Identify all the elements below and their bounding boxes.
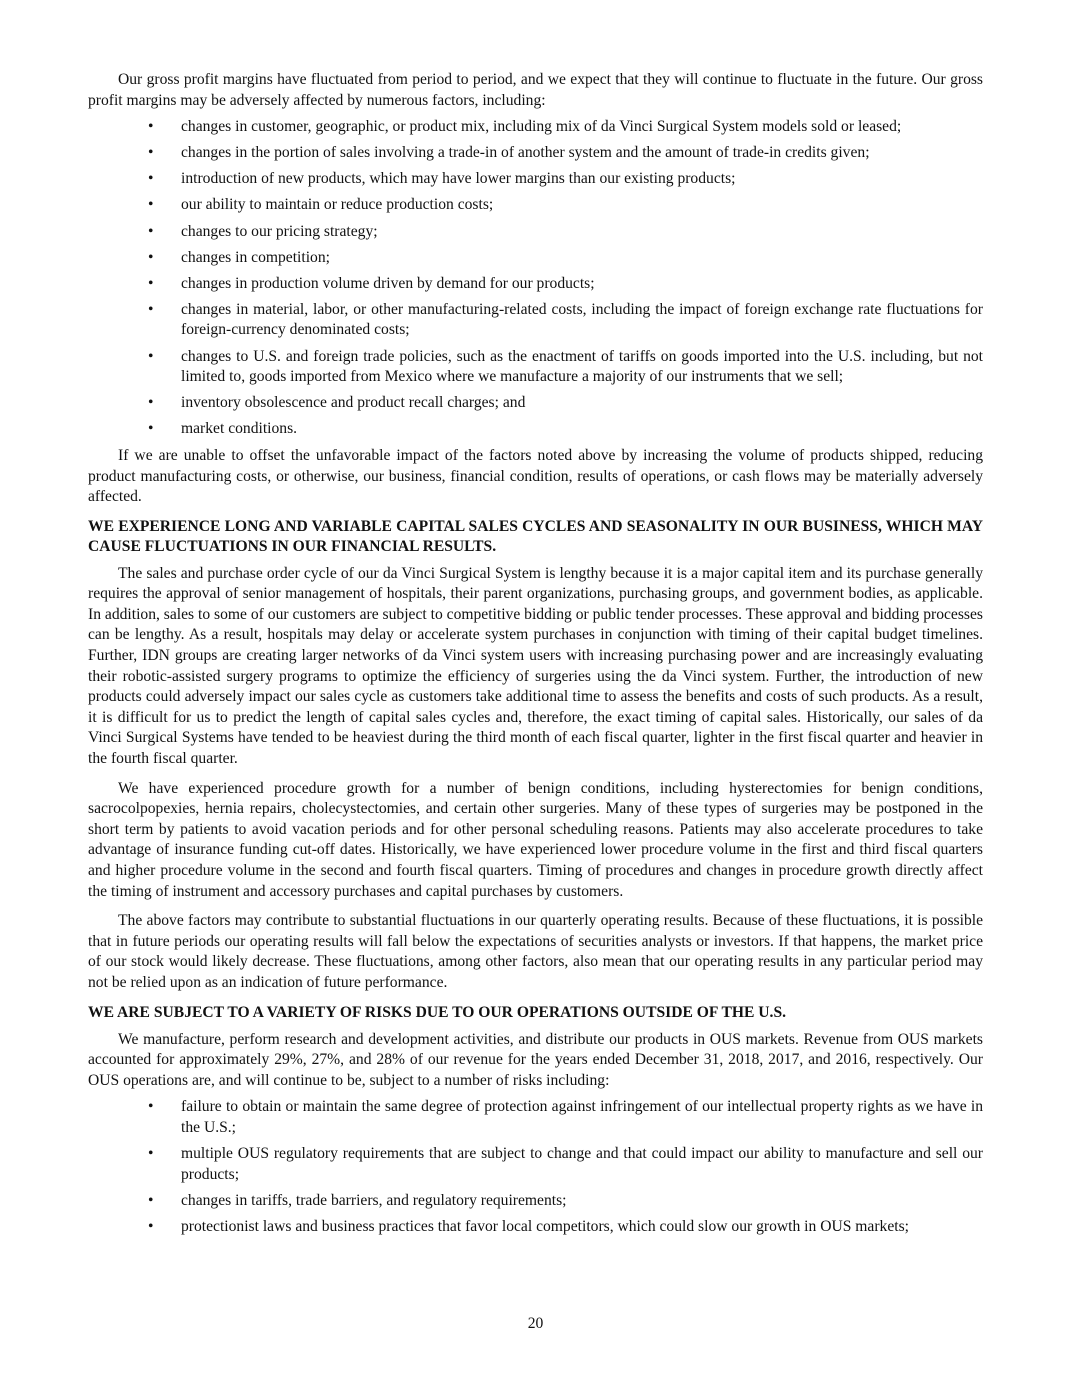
margin-factors-list — [88, 117, 983, 440]
list-item — [88, 1217, 983, 1238]
list-item — [88, 1144, 983, 1185]
list-item — [88, 248, 983, 269]
ous-risks-list — [88, 1097, 983, 1237]
bullet-icon: • — [148, 394, 154, 412]
list-item — [88, 393, 983, 414]
bullet-icon: • — [148, 274, 154, 292]
list-item — [88, 347, 983, 388]
list-item-text: multiple OUS regulatory requirements that are subject to change and that could impact our ability to manufacture and sell our products; — [181, 1145, 983, 1183]
list-item — [88, 1191, 983, 1212]
bullet-icon: • — [148, 222, 154, 240]
list-item — [88, 195, 983, 216]
list-item — [88, 169, 983, 190]
list-item — [88, 300, 983, 341]
list-item-text: changes in production volume driven by demand for our products; — [181, 274, 595, 292]
list-item-text: introduction of new products, which may have lower margins than our existing products; — [181, 170, 736, 188]
bullet-icon: • — [148, 248, 154, 266]
list-item — [88, 419, 983, 440]
list-item-text: protectionist laws and business practices that favor local competitors, which could slow our growth in OUS markets; — [181, 1217, 909, 1235]
bullet-icon: • — [148, 144, 154, 162]
document-page — [88, 70, 983, 1243]
fluctuations-paragraph: The above factors may contribute to substantial fluctuations in our quarterly operating results. Because of these fluctuations, it is possible that in future periods our operating results will fall below the expectations of securities analysts or investors. If that happens, the market price of our stock would likely decrease. These fluctuations, among other factors, also mean that our operating results in any particular period may not be relied upon as an indication of future performance. — [88, 912, 983, 991]
list-item-text: changes to U.S. and foreign trade policies, such as the enactment of tariffs on goods imported into the U.S. including, but not limited to, goods imported from Mexico where we manufacture a majority of our instruments that we sell; — [181, 347, 983, 386]
bullet-icon: • — [148, 1191, 154, 1209]
page-number: 20 — [527, 1315, 544, 1332]
list-item-text: our ability to maintain or reduce production costs; — [181, 196, 494, 214]
list-item-text: market conditions. — [181, 420, 298, 438]
list-item — [88, 143, 983, 164]
list-item-text: failure to obtain or maintain the same degree of protection against infringement of our intellectual property rights as we have in the U.S.; — [181, 1098, 983, 1136]
bullet-icon: • — [148, 420, 154, 438]
bullet-icon: • — [148, 1098, 154, 1116]
list-item-text: changes to our pricing strategy; — [181, 222, 378, 240]
list-item-text: changes in the portion of sales involving a trade-in of another system and the amount of trade-in credits given; — [181, 144, 870, 162]
list-item-text: changes in material, labor, or other manufacturing-related costs, including the impact of foreign exchange rate fluctuations for foreign-currency denominated costs; — [181, 300, 983, 339]
bullet-icon: • — [148, 170, 154, 188]
bullet-icon: • — [148, 300, 154, 318]
ous-paragraph: We manufacture, perform research and development activities, and distribute our products in OUS markets. Revenue from OUS markets accounted for approximately 29%, 27%, and 28% of our revenue for the years ended December 31, 2018, 2017, and 2016, respectively. Our OUS operations are, and will continue to be, subject to a number of risks including: — [88, 1030, 983, 1089]
list-item — [88, 117, 983, 138]
list-item — [88, 274, 983, 295]
intro-paragraph: Our gross profit margins have fluctuated from period to period, and we expect that they will continue to fluctuate in the future. Our gross profit margins may be adversely affected by numerous factors, including: — [88, 71, 983, 109]
offset-paragraph: If we are unable to offset the unfavorable impact of the factors noted above by increasing the volume of products shipped, reducing product manufacturing costs, or otherwise, our business, financial condition, results of operations, or cash flows may be materially adversely affected. — [88, 446, 983, 506]
bullet-icon: • — [148, 347, 154, 365]
bullet-icon: • — [148, 1145, 154, 1163]
procedure-growth-paragraph: We have experienced procedure growth for a number of benign conditions, including hysterectomies for benign conditions, sacrocolpopexies, hernia repairs, cholecystectomies, and certain other surgeries. Many of these types of surgeries may be postponed in the short term by patients to avoid vacation periods and for other personal scheduling reasons. Patients may also accelerate procedures to take advantage of insurance funding cut-off dates. Historically, we have experienced lower procedure volume in the first and third fiscal quarters and higher procedure volume in the second and fourth fiscal quarters. Timing of procedures and changes in procedure growth directly affect the timing of instrument and accessory purchases and capital purchases by customers. — [88, 779, 983, 900]
section-heading-ous: WE ARE SUBJECT TO A VARIETY OF RISKS DUE TO OUR OPERATIONS OUTSIDE OF THE U.S. — [88, 1003, 787, 1021]
bullet-icon: • — [148, 196, 154, 214]
list-item-text: changes in customer, geographic, or product mix, including mix of da Vinci Surgical System models sold or leased; — [181, 118, 902, 136]
list-item-text: inventory obsolescence and product recall charges; and — [181, 394, 526, 412]
list-item-text: changes in tariffs, trade barriers, and regulatory requirements; — [181, 1191, 567, 1209]
list-item — [88, 222, 983, 243]
bullet-icon: • — [148, 1217, 154, 1235]
list-item-text: changes in competition; — [181, 248, 330, 266]
list-item — [88, 1097, 983, 1138]
bullet-icon: • — [148, 118, 154, 136]
capital-sales-paragraph: The sales and purchase order cycle of our da Vinci Surgical System is lengthy because it is a major capital item and its purchase generally requires the approval of senior management of hospitals, their parent organizations, purchasing groups, and government bodies, as applicable. In addition, sales to some of our customers are subject to competitive bidding or public tender processes. These approval and bidding processes can be lengthy. As a result, hospitals may delay or accelerate system purchases in conjunction with timing of their capital budget timelines. Further, IDN groups are creating larger networks of da Vinci system users with increasing purchasing power and are increasingly evaluating their robotic-assisted surgery programs to optimize the efficiency of surgeries using the da Vinci system. Further, the introduction of new products could adversely impact our sales cycle as customers take additional time to assess the benefits and costs of such products. As a result, it is difficult for us to predict the length of capital sales cycles and, therefore, the exact timing of capital sales. Historically, our sales of da Vinci Surgical Systems have tended to be heaviest during the third month of each fiscal quarter, lighter in the first fiscal quarter and heavier in the fourth fiscal quarter. — [88, 564, 983, 768]
section-heading-capital-sales: WE EXPERIENCE LONG AND VARIABLE CAPITAL SALES CYCLES AND SEASONALITY IN OUR BUSINESS, WHICH MAY CAUSE FLUCTUATIONS IN OUR FINANCIAL RESULTS. — [88, 517, 983, 555]
